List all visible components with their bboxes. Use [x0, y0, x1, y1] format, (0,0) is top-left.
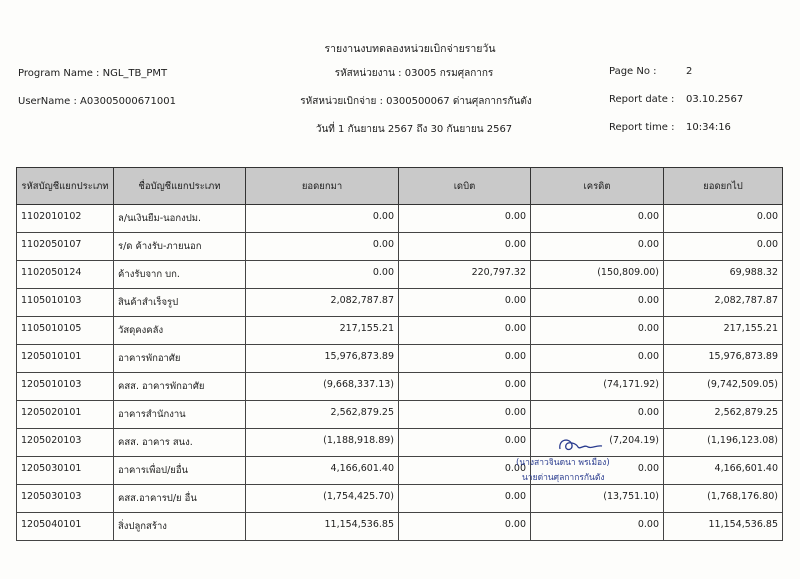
signature-scribble: [556, 435, 606, 455]
report-title: รายงานงบทดลองหน่วยเบิกจ่ายรายวัน: [324, 43, 496, 55]
signer-position: นายด่านศุลกากรกันตัง: [522, 473, 605, 483]
amount-cell: 11,154,536.85: [664, 513, 783, 541]
table-row: [17, 261, 783, 289]
amount-cell: 2,082,787.87: [246, 289, 399, 317]
amount-cell: 2,082,787.87: [664, 289, 783, 317]
amount-cell: 217,155.21: [246, 317, 399, 345]
amount-cell: 0.00: [399, 457, 531, 485]
amount-cell: 15,976,873.89: [664, 345, 783, 373]
amount-cell: (9,742,509.05): [664, 373, 783, 401]
amount-cell: 0.00: [531, 289, 664, 317]
amount-cell: 217,155.21: [664, 317, 783, 345]
username: UserName : A03005000671001: [18, 96, 176, 107]
amount-cell: 2,562,879.25: [246, 401, 399, 429]
report-date-label: Report date :: [609, 94, 675, 105]
account-name-cell: อาคารเพื่อป/ยอื่น: [114, 457, 246, 485]
table-row: [17, 513, 783, 541]
account-code-cell: 1105010105: [17, 317, 114, 345]
account-code-cell: 1205010103: [17, 373, 114, 401]
table-row: [17, 345, 783, 373]
trial-balance-table: [16, 167, 783, 541]
table-header-row: [17, 168, 783, 205]
table-row: [17, 289, 783, 317]
amount-cell: (1,754,425.70): [246, 485, 399, 513]
report-date-value: 03.10.2567: [686, 94, 744, 105]
amount-cell: 0.00: [531, 345, 664, 373]
account-name-cell: สินค้าสำเร็จรูป: [114, 289, 246, 317]
amount-cell: 0.00: [399, 485, 531, 513]
amount-cell: 4,166,601.40: [664, 457, 783, 485]
amount-cell: 15,976,873.89: [246, 345, 399, 373]
table-row: [17, 429, 783, 457]
page-no-label: Page No :: [609, 66, 657, 77]
account-name-cell: คสส. อาคารพักอาศัย: [114, 373, 246, 401]
signer-name: (นางสาวจินดนา พรเมือง): [516, 458, 610, 468]
amount-cell: 0.00: [531, 513, 664, 541]
amount-cell: 0.00: [399, 289, 531, 317]
signature-block: [516, 435, 636, 489]
account-code-cell: 1205020103: [17, 429, 114, 457]
account-name-cell: ร/ด ค้างรับ-ภายนอก: [114, 233, 246, 261]
amount-cell: 11,154,536.85: [246, 513, 399, 541]
account-name-cell: สิ่งปลูกสร้าง: [114, 513, 246, 541]
amount-cell: (1,196,123.08): [664, 429, 783, 457]
amount-cell: (74,171.92): [531, 373, 664, 401]
amount-cell: 0.00: [531, 457, 664, 485]
account-code-cell: 1205020101: [17, 401, 114, 429]
program-name: Program Name : NGL_TB_PMT: [18, 68, 168, 79]
account-code-cell: 1205040101: [17, 513, 114, 541]
account-name-cell: อาคารสำนักงาน: [114, 401, 246, 429]
account-name-cell: วัสดุคงคลัง: [114, 317, 246, 345]
amount-cell: 0.00: [399, 429, 531, 457]
amount-cell: 0.00: [399, 401, 531, 429]
account-name-cell: ล/นเงินยืม-นอกงปม.: [114, 205, 246, 233]
report-time-value: 10:34:16: [686, 122, 731, 133]
amount-cell: (7,204.19): [531, 429, 664, 457]
amount-cell: (1,188,918.89): [246, 429, 399, 457]
page-no-value: 2: [686, 66, 693, 77]
amount-cell: 0.00: [399, 513, 531, 541]
account-name-cell: คสส. อาคาร สนง.: [114, 429, 246, 457]
account-name-cell: ค้างรับจาก บก.: [114, 261, 246, 289]
column-header: รหัสบัญชีแยกประเภท: [17, 168, 114, 205]
account-code-cell: 1105010103: [17, 289, 114, 317]
table-row: [17, 457, 783, 485]
table-body: [17, 205, 783, 541]
account-name-cell: คสส.อาคารป/ย อื่น: [114, 485, 246, 513]
amount-cell: (1,768,176.80): [664, 485, 783, 513]
column-header: ชื่อบัญชีแยกประเภท: [114, 168, 246, 205]
amount-cell: 0.00: [399, 345, 531, 373]
account-code-cell: 1205030103: [17, 485, 114, 513]
table-row: [17, 485, 783, 513]
amount-cell: 4,166,601.40: [246, 457, 399, 485]
column-header: ยอดยกมา: [246, 168, 399, 205]
account-code-cell: 1102050107: [17, 233, 114, 261]
table-row: [17, 233, 783, 261]
amount-cell: 0.00: [531, 205, 664, 233]
account-code-cell: 1102010102: [17, 205, 114, 233]
amount-cell: 0.00: [399, 233, 531, 261]
account-name-cell: อาคารพักอาศัย: [114, 345, 246, 373]
table-row: [17, 317, 783, 345]
table-row: [17, 401, 783, 429]
amount-cell: 0.00: [664, 205, 783, 233]
amount-cell: 0.00: [664, 233, 783, 261]
account-code-cell: 1102050124: [17, 261, 114, 289]
amount-cell: (9,668,337.13): [246, 373, 399, 401]
amount-cell: 0.00: [399, 373, 531, 401]
column-header: เดบิต: [399, 168, 531, 205]
amount-cell: 220,797.32: [399, 261, 531, 289]
amount-cell: 0.00: [531, 233, 664, 261]
table-row: [17, 373, 783, 401]
table-row: [17, 205, 783, 233]
amount-cell: 0.00: [399, 205, 531, 233]
account-code-cell: 1205010101: [17, 345, 114, 373]
account-code-cell: 1205030101: [17, 457, 114, 485]
amount-cell: 69,988.32: [664, 261, 783, 289]
amount-cell: 0.00: [531, 401, 664, 429]
column-header: เครดิต: [531, 168, 664, 205]
amount-cell: 0.00: [246, 233, 399, 261]
disbursement-unit: รหัสหน่วยเบิกจ่าย : 0300500067 ด่านศุลกากรกันตัง: [300, 96, 532, 107]
agency-code: รหัสหน่วยงาน : 03005 กรมศุลกากร: [334, 68, 494, 79]
column-header: ยอดยกไป: [664, 168, 783, 205]
amount-cell: 0.00: [531, 317, 664, 345]
amount-cell: 0.00: [246, 261, 399, 289]
amount-cell: (13,751.10): [531, 485, 664, 513]
report-period: วันที่ 1 กันยายน 2567 ถึง 30 กันยายน 2567: [315, 124, 513, 135]
amount-cell: (150,809.00): [531, 261, 664, 289]
amount-cell: 0.00: [399, 317, 531, 345]
amount-cell: 0.00: [246, 205, 399, 233]
report-time-label: Report time :: [609, 122, 675, 133]
amount-cell: 2,562,879.25: [664, 401, 783, 429]
